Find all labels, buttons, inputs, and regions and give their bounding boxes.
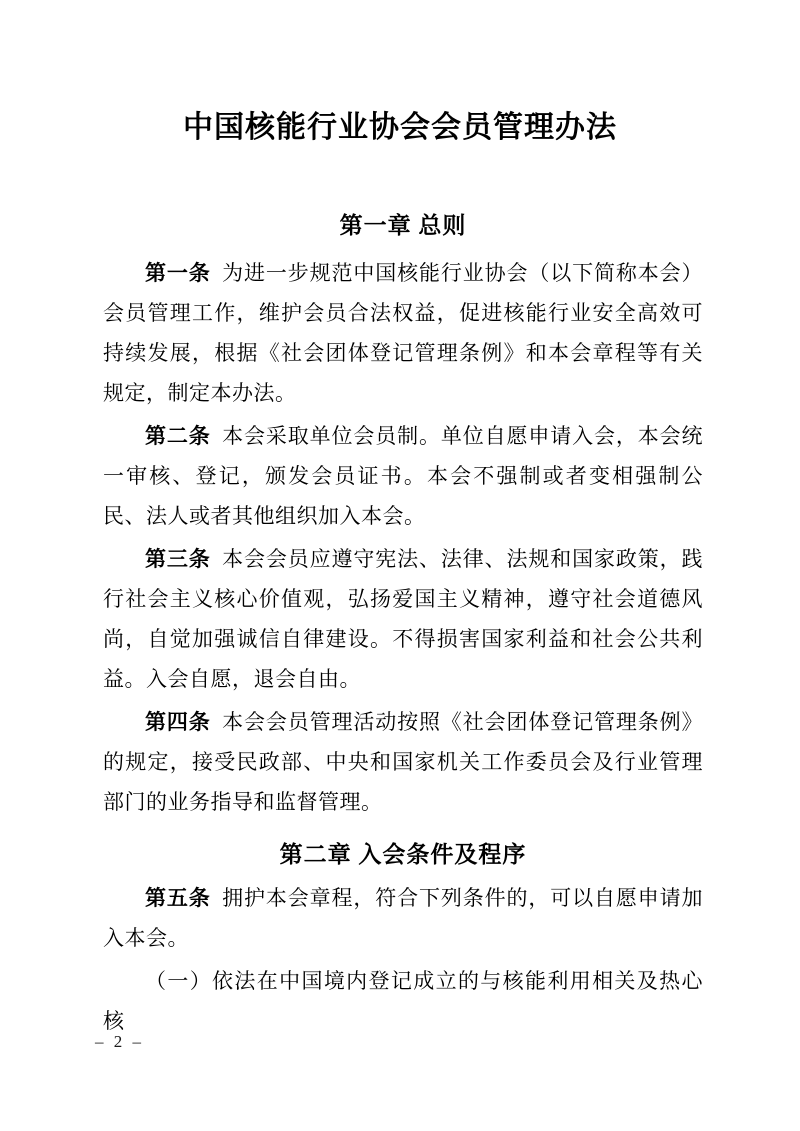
article-5-label: 第五条 (145, 886, 211, 910)
article-3-paragraph (103, 539, 703, 699)
article-1-text: 为进一步规范中国核能行业协会（以下简称本会）会员管理工作，维护会员合法权益，促进核能行业安全高效可持续发展，根据《社会团体登记管理条例》和本会章程等有关规定，制定本办法。 (103, 261, 704, 405)
chapter-1-heading: 第一章 总则 (339, 213, 467, 238)
article-4-paragraph (103, 702, 703, 822)
article-1-paragraph (103, 253, 703, 413)
article-3-label: 第三条 (145, 547, 211, 571)
article-4-text: 本会会员管理活动按照《社会团体登记管理条例》的规定，接受民政部、中央和国家机关工作委员会及行业管理部门的业务指导和监督管理。 (103, 710, 704, 814)
article-2-label: 第二条 (145, 424, 211, 448)
list-item-1-text: （一）依法在中国境内登记成立的与核能利用相关及热心核 (103, 969, 703, 1033)
document-title: 中国核能行业协会会员管理办法 (183, 111, 617, 144)
article-5-text: 拥护本会章程，符合下列条件的，可以自愿申请加入本会。 (103, 886, 704, 950)
chapter-2-heading: 第二章 入会条件及程序 (279, 842, 527, 867)
article-2-text: 本会采取单位会员制。单位自愿申请入会，本会统一审核、登记，颁发会员证书。本会不强制或者变相强制公民、法人或者其他组织加入本会。 (103, 424, 704, 528)
document-body (103, 211, 703, 1041)
article-1-label: 第一条 (145, 261, 211, 285)
article-3-text: 本会会员应遵守宪法、法律、法规和国家政策，践行社会主义核心价值观，弘扬爱国主义精神，遵守社会道德风尚，自觉加强诚信自律建设。不得损害国家利益和社会公共利益。入会自愿，退会自由。 (103, 547, 704, 691)
article-2-paragraph (103, 416, 703, 536)
list-item-1-paragraph (103, 961, 703, 1041)
page-number: – 2 – (95, 1032, 144, 1051)
article-5-paragraph (103, 878, 703, 958)
article-4-label: 第四条 (145, 710, 211, 734)
